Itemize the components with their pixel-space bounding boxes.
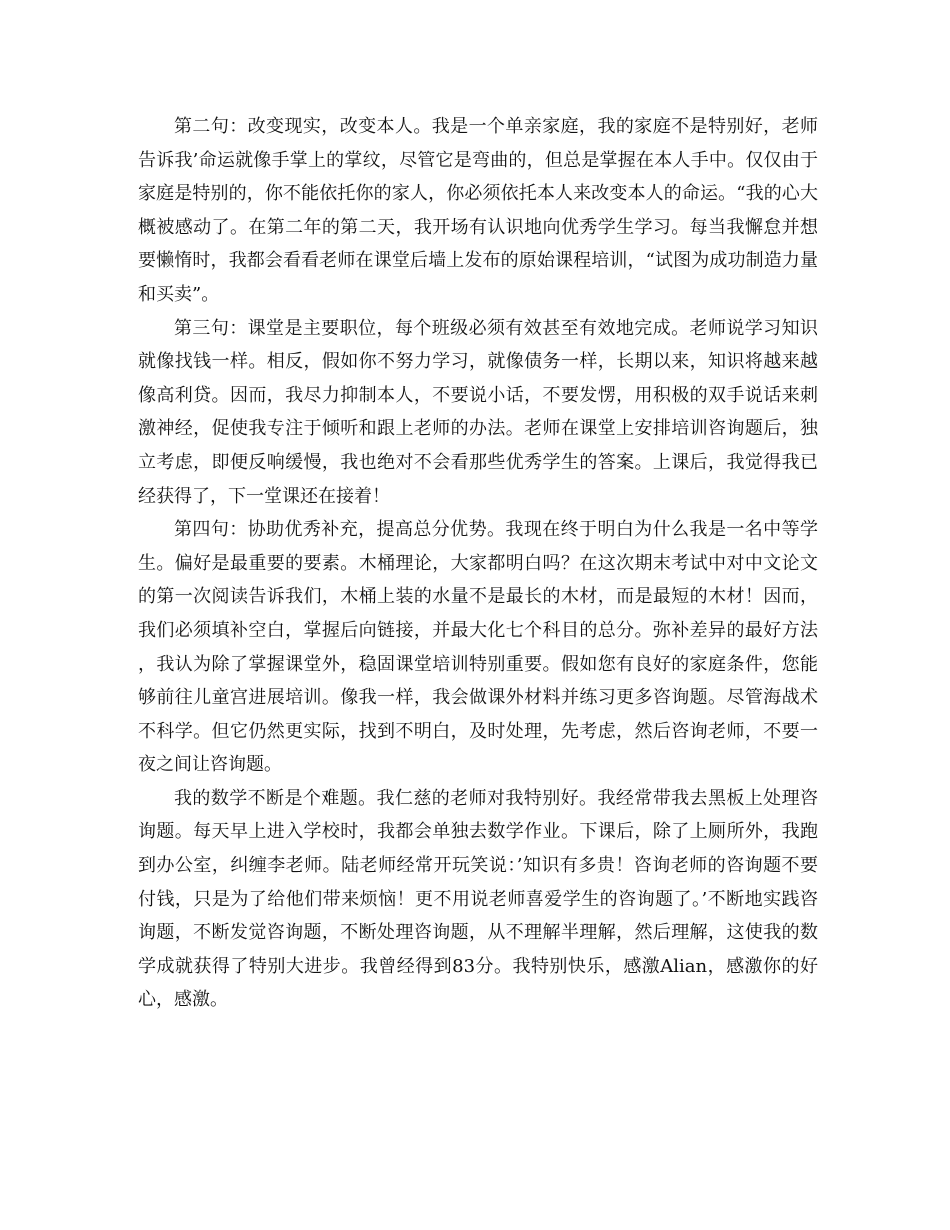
paragraph-third-sentence: 第三句：课堂是主要职位，每个班级必须有效甚至有效地完成。老师说学习知识就像找钱一样。相反，假如你不努力学习，就像债务一样，长期以来，知识将越来越像高利贷。因而，我尽力抑制本人，不要说小话，不要发愣，用积极的双手说话来刺激神经，促使我专注于倾听和跟上老师的办法。老师在课堂上安排培训咨询题后，独立考虑，即便反响缓慢，我也绝对不会看那些优秀学生的答案。上课后，我觉得我已经获得了，下一堂课还在接着！ [138, 317, 818, 507]
paragraph-math-story: 我的数学不断是个难题。我仁慈的老师对我特别好。我经常带我去黑板上处理咨询题。每天早上进入学校时，我都会单独去数学作业。下课后，除了上厕所外，我跑到办公室，纠缠李老师。陆老师经常开玩笑说：’知识有多贵！咨询老师的咨询题不要付钱，只是为了给他们带来烦恼！更不用说老师喜爱学生的咨询题了。’不断地实践咨询题，不断发觉咨询题，不断处理咨询题，从不理解半理解，然后理解，这使我的数学成就获得了特别大进步。我曾经得到83分。我特别快乐，感激Alian，感激你的好心，感激。 [138, 787, 818, 1011]
paragraph-fourth-sentence: 第四句：协助优秀补充，提高总分优势。我现在终于明白为什么我是一名中等学生。偏好是最重要的要素。木桶理论，大家都明白吗？在这次期末考试中对中文论文的第一次阅读告诉我们，木桶上装的水量不是最长的木材，而是最短的木材！因而，我们必须填补空白，掌握后向链接，并最大化七个科目的总分。弥补差异的最好方法，我认为除了掌握课堂外，稳固课堂培训特别重要。假如您有良好的家庭条件，您能够前往儿童宫进展培训。像我一样，我会做课外材料并练习更多咨询题。尽管海战术不科学。但它仍然更实际，找到不明白，及时处理，先考虑，然后咨询老师，不要一夜之间让咨询题。 [138, 519, 818, 776]
paragraph-second-sentence: 第二句：改变现实，改变本人。我是一个单亲家庭，我的家庭不是特别好，老师告诉我’命运就像手掌上的掌纹，尽管它是弯曲的，但总是掌握在本人手中。仅仅由于家庭是特别的，你不能依托你的家人，你必须依托本人来改变本人的命运。“我的心大概被感动了。在第二年的第二天，我开场有认识地向优秀学生学习。每当我懈怠并想要懒惰时，我都会看看老师在课堂后墙上发布的原始课程培训，“试图为成功制造力量和买卖”。 [138, 116, 818, 305]
document-page [138, 110, 818, 1017]
